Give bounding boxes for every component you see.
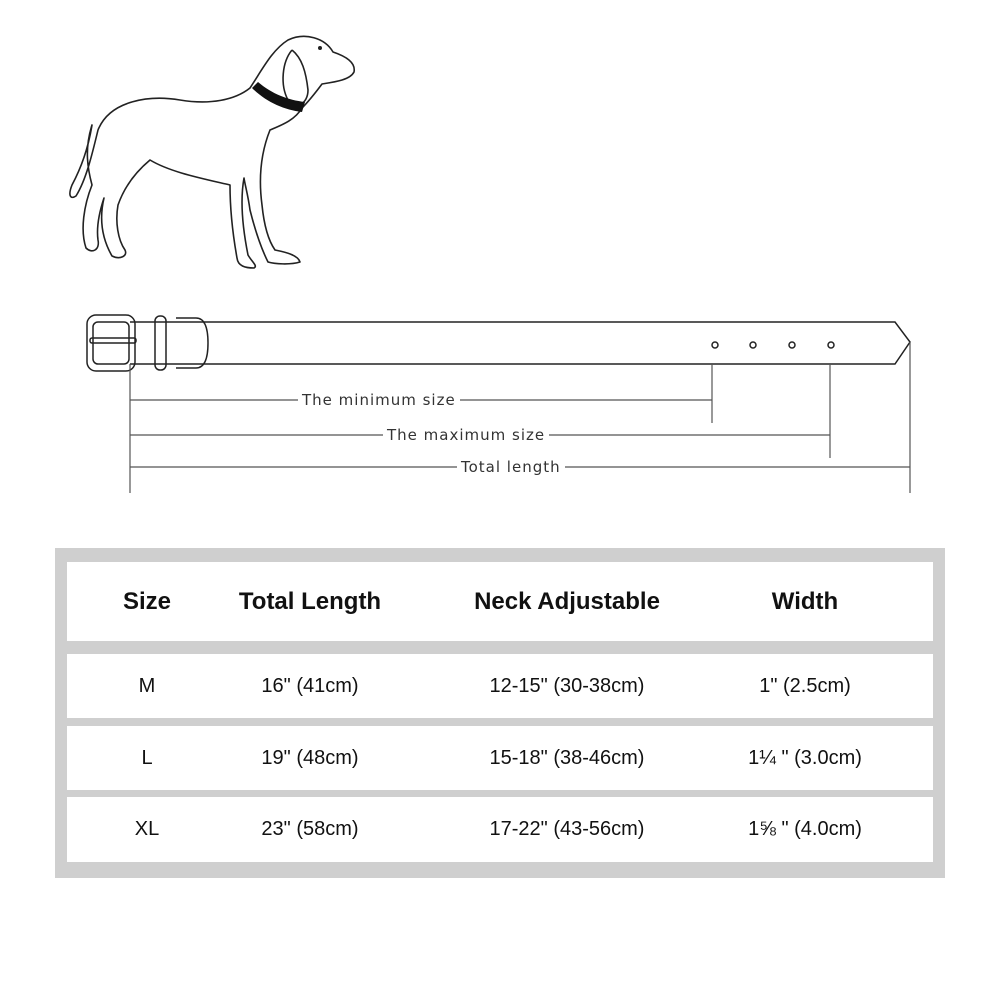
collar-hole (712, 342, 718, 348)
size-table (55, 548, 945, 878)
header-neck-adjustable: Neck Adjustable (474, 587, 660, 615)
cell-neck: 17-22" (43-56cm) (489, 818, 645, 840)
cell-width: 1⅝ " (4.0cm) (748, 818, 862, 840)
cell-width: 1¼ " (3.0cm) (748, 746, 862, 769)
min-size-label: The minimum size (298, 391, 460, 409)
cell-size: M (138, 674, 156, 697)
collar-strap (130, 322, 910, 364)
header-total-length: Total Length (238, 587, 382, 615)
cell-size: L (141, 746, 153, 769)
header-width: Width (771, 587, 839, 615)
cell-size: XL (134, 818, 160, 840)
cell-total-length: 19" (48cm) (261, 746, 359, 769)
dog-collar-icon (252, 82, 305, 112)
max-size-label: The maximum size (383, 426, 549, 444)
d-ring-icon (176, 318, 208, 368)
table-row (67, 726, 933, 790)
dog-ear (283, 50, 308, 105)
cell-neck: 15-18" (38-46cm) (489, 746, 645, 769)
dog-outline (70, 36, 354, 268)
dog-eye (318, 46, 322, 50)
header-size: Size (122, 587, 172, 615)
cell-total-length: 23" (58cm) (261, 818, 359, 840)
collar-hole (828, 342, 834, 348)
cell-width: 1" (2.5cm) (759, 674, 851, 697)
table-row (67, 797, 933, 862)
dog-illustration (0, 0, 400, 280)
total-length-label: Total length (457, 458, 565, 476)
cell-total-length: 16" (41cm) (261, 674, 359, 697)
table-row (67, 654, 933, 718)
keeper-loop (155, 316, 166, 370)
cell-neck: 12-15" (30-38cm) (489, 674, 645, 697)
collar-hole (750, 342, 756, 348)
table-header (67, 562, 933, 641)
collar-hole (789, 342, 795, 348)
